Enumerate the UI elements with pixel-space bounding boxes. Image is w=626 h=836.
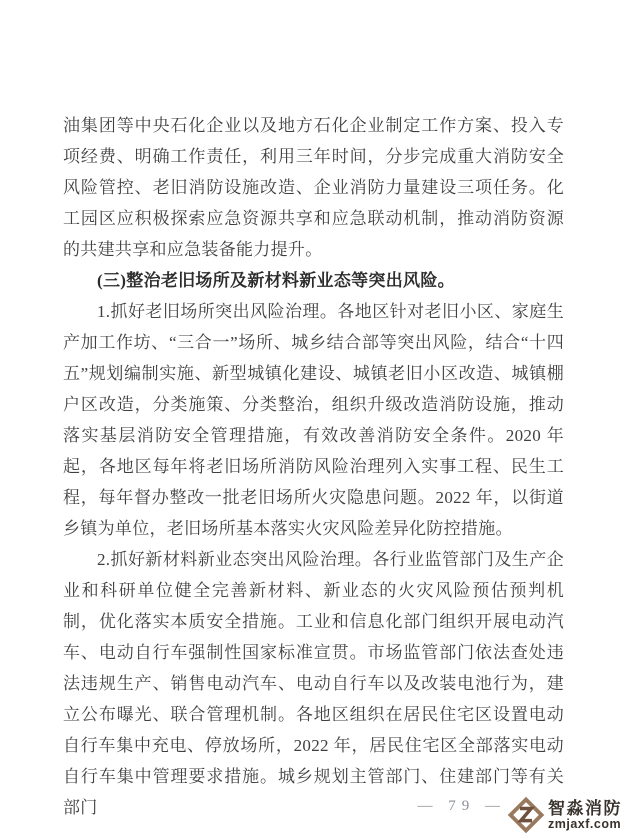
- document-body: [63, 110, 564, 823]
- paragraph-continuation: 油集团等中央石化企业以及地方石化企业制定工作方案、投入专项经费、明确工作责任，利用三年时间，分步完成重大消防安全风险管控、老旧消防设施改造、企业消防力量建设三项任务。化工园区应积极探索应急资源共享和应急联动机制，推动消防资源的共建共享和应急装备能力提升。: [63, 116, 564, 259]
- paragraph-numbered-1: 1.抓好老旧场所突出风险治理。各地区针对老旧小区、家庭生产加工作坊、“三合一”场所、城乡结合部等突出风险，结合“十四五”规划编制实施、新型城镇化建设、城镇老旧小区改造、城镇棚户区改造，分类施策、分类整治，组织升级改造消防设施，推动落实基层消防安全管理措施，有效改善消防安全条件。2020 年起，各地区每年将老旧场所消防风险治理列入实事工程、民生工程，每年督办整改一批老旧场所火灾隐患问题。2022 年，以街道乡镇为单位，老旧场所基本落实火灾风险差异化防控措施。: [63, 302, 564, 538]
- brand-text-block: [548, 799, 622, 831]
- page-footer: [418, 796, 623, 834]
- diamond-z-logo-icon: [507, 796, 545, 834]
- brand-name: 智淼消防: [548, 799, 622, 818]
- brand-watermark: [507, 796, 622, 834]
- page-number: — 79 —: [417, 797, 506, 814]
- section-heading: (三)整治老旧场所及新材料新业态等突出风险。: [97, 271, 455, 290]
- paragraph-numbered-2: 2.抓好新材料新业态突出风险治理。各行业监管部门及生产企业和科研单位健全完善新材料、新业态的火灾风险预估预判机制，优化落实本质安全措施。工业和信息化部门组织开展电动汽车、电动自行车强制性国家标准宣贯。市场监管部门依法查处违法违规生产、销售电动汽车、电动自行车以及改装电池行为，建立公布曝光、联合管理机制。各地区组织在居民住宅区设置电动自行车集中充电、停放场所，2022 年，居民住宅区全部落实电动自行车集中管理要求措施。城乡规划主管部门、住建部门等有关部门: [63, 550, 564, 817]
- brand-website: zmjaxf.com: [548, 817, 622, 831]
